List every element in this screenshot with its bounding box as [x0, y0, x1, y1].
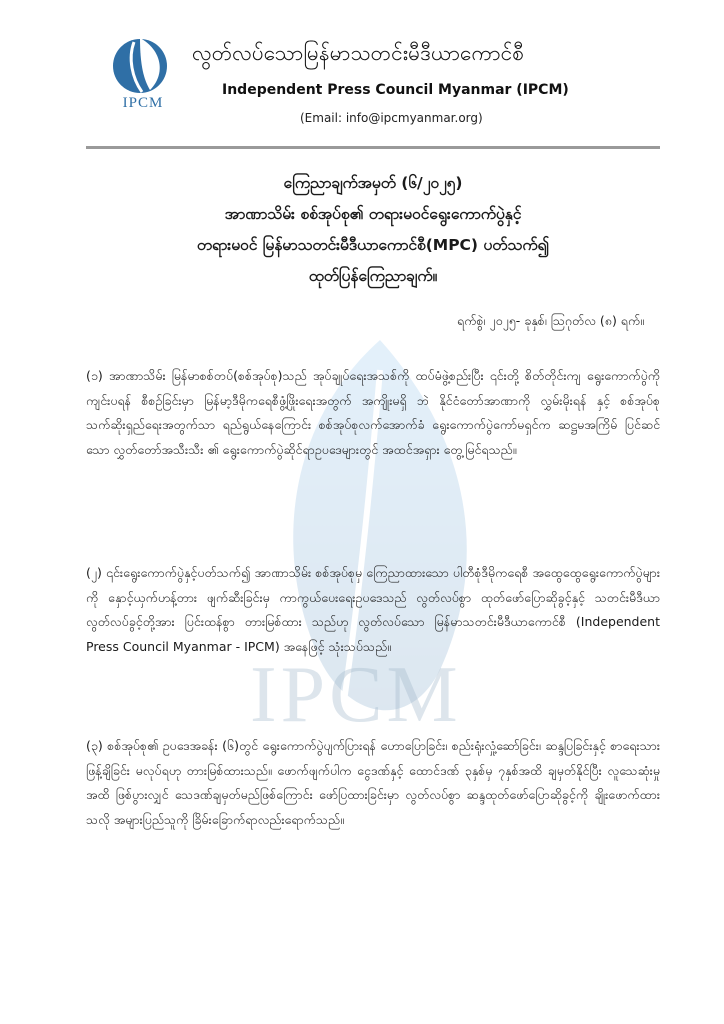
org-name-english: Independent Press Council Myanmar (IPCM) [222, 82, 569, 98]
statement-title [86, 168, 660, 292]
paragraph-2: (၂) ၎င်းရွေးကောက်ပွဲနှင့်ပတ်သက်၍ အာဏာသိမ်း စစ်အုပ်စုမှ ကြေညာထားသော ပါတီစုံဒီမိုကရေစီ အထွေထွေရွေးကောက်ပွဲများကို နှောင့်ယှက်ဟန့်တား ဖျက်ဆီးခြင်းမှ ကာကွယ်ပေးရေးဥပဒေသည် လွတ်လပ်စွာ ထုတ်ဖော်ပြောဆိုခွင့်နှင့် သတင်းမီဒီယာလွတ်လပ်ခွင့်တို့အား ပြင်းထန်စွာ တားမြစ်ထား သည်ဟု လွတ်လပ်သော မြန်မာသတင်းမီဒီယာကောင်စီ (Independent Press Council Myanmar - IPCM) အနေဖြင့် သုံးသပ်သည်။ [86, 565, 660, 654]
statement-date: ရက်စွဲ၊ ၂၀၂၅- ခုနှစ်၊ ဩဂုတ်လ (၈) ရက်။ [457, 313, 644, 328]
header-divider [86, 146, 660, 149]
title-line-1: ကြေညာချက်အမှတ် (၆/၂၀၂၅) [283, 174, 463, 192]
title-line-2: အာဏာသိမ်း စစ်အုပ်စု၏ တရားမဝင်ရွေးကောက်ပွဲနှင့် [224, 205, 522, 223]
org-email: (Email: info@ipcmyanmar.org) [300, 111, 483, 125]
paragraph-3: (၃) စစ်အုပ်စု၏ ဥပဒေအခန်း (၆)တွင် ရွေးကောက်ပွဲပျက်ပြားရန် ဟောပြောခြင်း၊ စည်းရုံးလှုံ့ဆော်ခြင်း၊ ဆန္ဒပြခြင်းနှင့် စာရေးသားဖြန့်ချိခြင်း မလုပ်ရဟု တားမြစ်ထားသည်။ ဖောက်ဖျက်ပါက ငွေဒဏ်နှင့် ထောင်ဒဏ် ၃နှစ်မှ ၇နှစ်အထိ ချမှတ်နိုင်ပြီး လူသေဆုံးမှုအထိ ဖြစ်ပွားလျှင် သေဒဏ်ချမှတ်မည်ဖြစ်ကြောင်း ဖော်ပြထားခြင်းမှာ လွတ်လပ်စွာ ဆန္ဒထုတ်ဖော်ပြောဆိုခွင့်ကို ချိုးဖောက်ထားသလို အများပြည်သူကို ခြိမ်းခြောက်ရာလည်းရောက်သည်။ [86, 738, 660, 827]
letterhead [0, 0, 724, 150]
title-line-3: တရားမဝင် မြန်မာသတင်းမီဒီယာကောင်စီ(MPC) ပတ်သက်၍ [196, 236, 550, 254]
org-name-myanmar: လွတ်လပ်သောမြန်မာသတင်းမီဒီယာကောင်စီ [192, 41, 525, 65]
logo-wordmark: IPCM [122, 95, 164, 111]
paragraph-1: (၁) အာဏာသိမ်း မြန်မာစစ်တပ်(စစ်အုပ်စု)သည် အုပ်ချုပ်ရေးအသစ်ကို ထပ်မံဖွဲ့စည်းပြီး ၎င်းတို့ စိတ်တိုင်းကျ ရွေးကောက်ပွဲကိုကျင်းပရန် စီစဉ်ခြင်းမှာ မြန်မာ့ဒီမိုကရေစီဖွံ့ဖြိုးရေးအတွက် အကျိုးမရှိ ဘဲ နိုင်ငံတော်အာဏာကို လွှမ်းမိုးရန် နှင့် စစ်အုပ်စု သက်ဆိုးရှည်ရေးအတွက်သာ ရည်ရွယ်နေကြောင်း စစ်အုပ်စုလက်အောက်ခံ ရွေးကောက်ပွဲကော်မရှင်က ဆဋ္ဌမအကြိမ် ပြင်ဆင်သော လွှတ်တော်အသီးသီး ၏ ရွေးကောက်ပွဲဆိုင်ရာဥပဒေများတွင် အထင်အရှား တွေ့မြင်ရသည်။ [86, 368, 660, 457]
title-line-4: ထုတ်ပြန်ကြေညာချက်။ [308, 267, 438, 285]
watermark-text: IPCM [250, 651, 462, 739]
